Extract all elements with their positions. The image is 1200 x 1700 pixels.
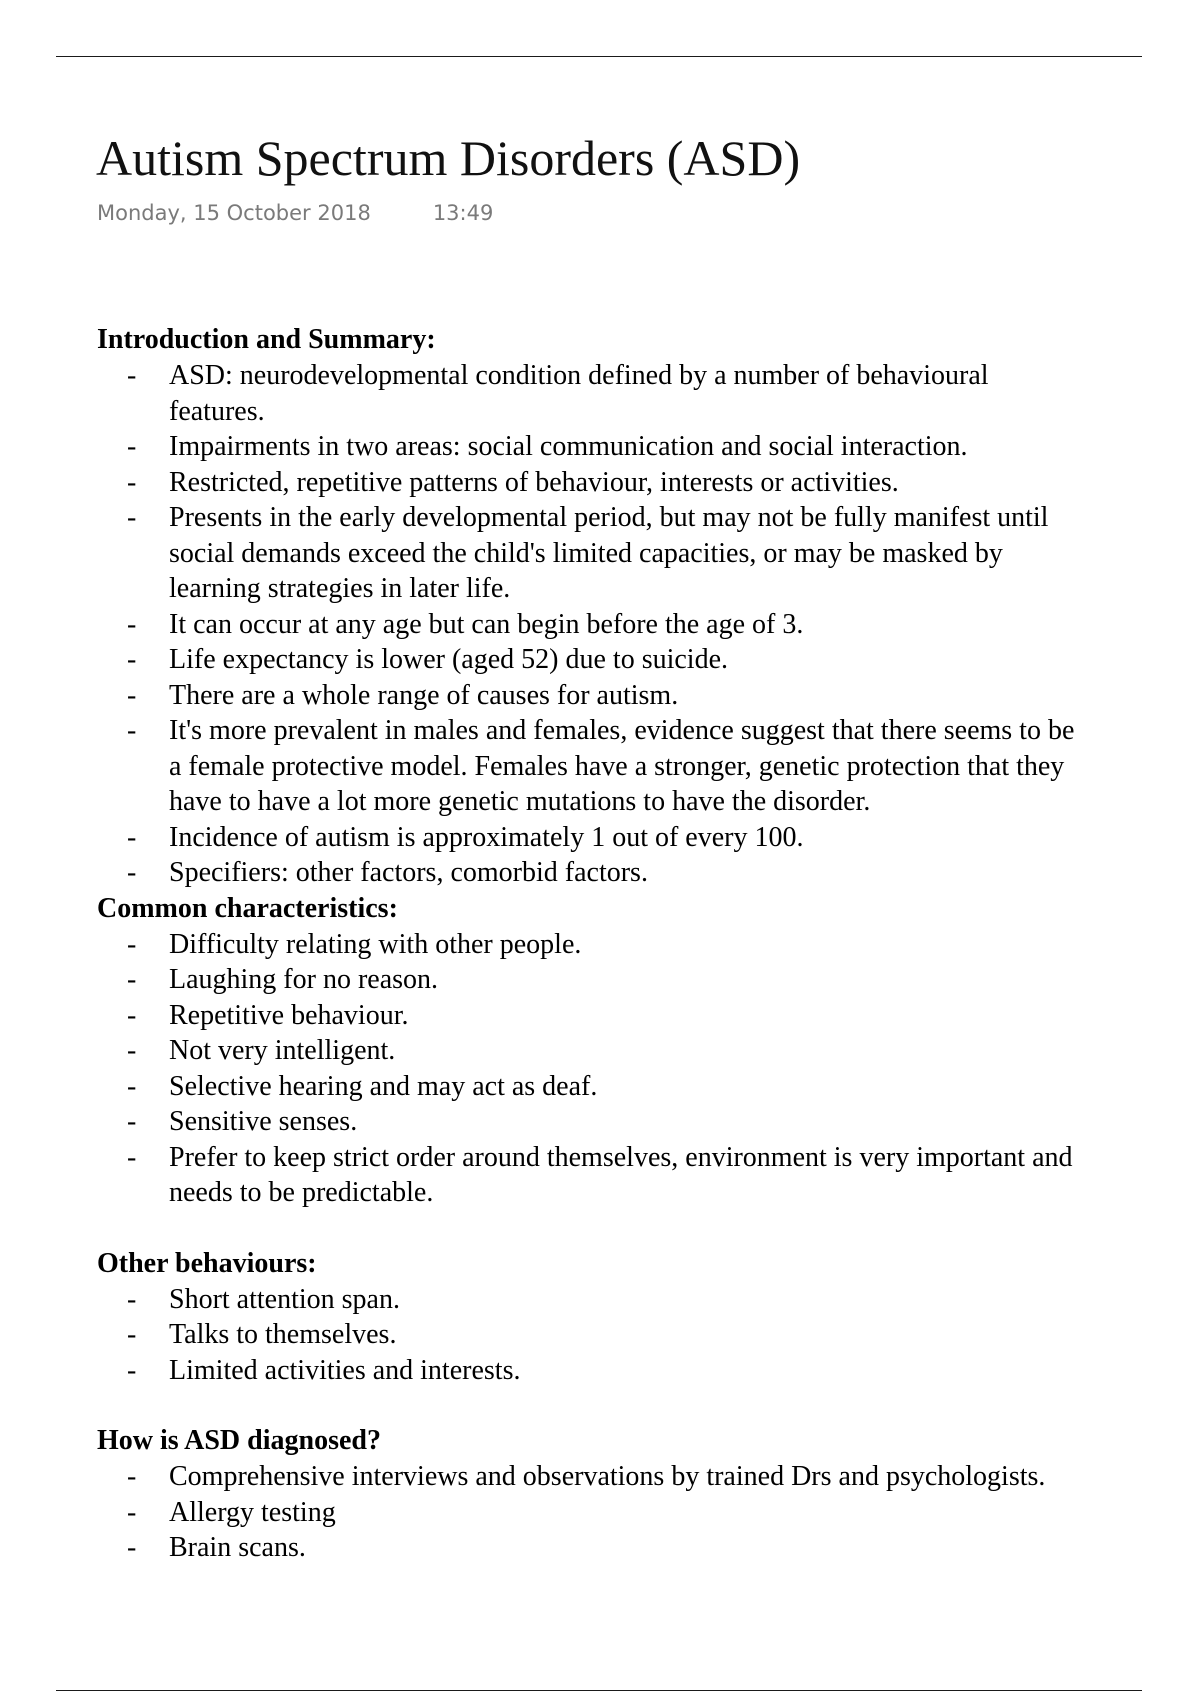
list-item-text: a female protective model. Females have a stronger, genetic protection that they <box>169 750 1065 782</box>
dash-bullet-icon: - <box>127 857 137 888</box>
list-item-text: Restricted, repetitive patterns of behaviour, interests or activities. <box>169 466 899 498</box>
page-time: 13:49 <box>432 201 494 225</box>
list-item <box>97 1104 1200 1140</box>
list-item <box>97 678 1200 714</box>
list-item-text: Selective hearing and may act as deaf. <box>169 1070 598 1102</box>
dash-bullet-icon: - <box>127 1319 137 1350</box>
section-spacer <box>97 1211 1200 1246</box>
dash-bullet-icon: - <box>127 431 137 462</box>
page-metadata <box>97 200 493 226</box>
dash-bullet-icon: - <box>127 821 137 853</box>
list-item <box>97 1530 1200 1566</box>
list-item-text: learning strategies in later life. <box>169 573 511 604</box>
list-item <box>97 607 1200 643</box>
list-item-text: It's more prevalent in males and females, evidence suggest that there seems to be <box>169 715 1075 746</box>
bullet-list <box>97 358 1200 891</box>
dash-bullet-icon: - <box>127 999 137 1031</box>
list-item-text: Incidence of autism is approximately 1 out of every 100. <box>169 821 804 853</box>
list-item <box>97 962 1200 998</box>
list-item-text: Difficulty relating with other people. <box>169 928 582 960</box>
list-item <box>97 998 1200 1034</box>
dash-bullet-icon: - <box>127 360 137 391</box>
dash-bullet-icon: - <box>127 679 137 711</box>
list-item-text: There are a whole range of causes for autism. <box>169 679 679 711</box>
list-item <box>97 429 1200 465</box>
list-item-text: Sensitive senses. <box>169 1106 358 1137</box>
page-date: Monday, 15 October 2018 <box>97 201 371 225</box>
dash-bullet-icon: - <box>127 1035 137 1066</box>
dash-bullet-icon: - <box>127 1070 137 1102</box>
list-item-text: Life expectancy is lower (aged 52) due to suicide. <box>169 644 729 675</box>
list-item-text: Not very intelligent. <box>169 1035 396 1066</box>
list-item-text: Comprehensive interviews and observations by trained Drs and psychologists. <box>169 1461 1046 1492</box>
list-item-text: Talks to themselves. <box>169 1319 397 1350</box>
list-item <box>97 1282 1200 1318</box>
list-item-text: features. <box>169 395 265 427</box>
dash-bullet-icon: - <box>127 1461 137 1492</box>
list-item-text: Limited activities and interests. <box>169 1354 521 1386</box>
list-item-text: have to have a lot more genetic mutations to have the disorder. <box>169 786 871 817</box>
section-heading: How is ASD diagnosed? <box>97 1425 381 1456</box>
dash-bullet-icon: - <box>127 644 137 675</box>
dash-bullet-icon: - <box>127 1496 137 1528</box>
list-item <box>97 1033 1200 1069</box>
dash-bullet-icon: - <box>127 1141 137 1173</box>
list-item-text: social demands exceed the child's limited capacities, or may be masked by <box>169 537 1003 569</box>
dash-bullet-icon: - <box>127 1283 137 1315</box>
list-item-text: Short attention span. <box>169 1283 400 1315</box>
list-item <box>97 500 1200 607</box>
dash-bullet-icon: - <box>127 715 137 746</box>
list-item-text: Prefer to keep strict order around themselves, environment is very important and <box>169 1141 1073 1173</box>
list-item <box>97 642 1200 678</box>
bullet-list <box>97 927 1200 1211</box>
note-section <box>97 322 1200 891</box>
dash-bullet-icon: - <box>127 1354 137 1386</box>
list-item-text: needs to be predictable. <box>169 1177 434 1208</box>
list-item-text: ASD: neurodevelopmental condition defined by a number of behavioural <box>169 360 989 391</box>
list-item <box>97 1459 1200 1495</box>
list-item <box>97 1140 1200 1211</box>
list-item <box>97 713 1200 820</box>
list-item-text: Specifiers: other factors, comorbid factors. <box>169 857 648 888</box>
dash-bullet-icon: - <box>127 964 137 995</box>
list-item-text: Presents in the early developmental period, but may not be fully manifest until <box>169 502 1049 533</box>
note-section <box>97 1423 1200 1566</box>
list-item-text: Laughing for no reason. <box>169 964 439 995</box>
list-item-text: It can occur at any age but can begin before the age of 3. <box>169 608 804 640</box>
bullet-list <box>97 1459 1200 1566</box>
list-item <box>97 1069 1200 1105</box>
list-item <box>97 927 1200 963</box>
section-spacer <box>97 1388 1200 1423</box>
list-item-text: Repetitive behaviour. <box>169 999 409 1031</box>
bullet-list <box>97 1282 1200 1389</box>
note-body <box>97 322 1200 1566</box>
list-item <box>97 855 1200 891</box>
dash-bullet-icon: - <box>127 502 137 533</box>
top-divider <box>56 56 1142 57</box>
list-item-text: Impairments in two areas: social communication and social interaction. <box>169 431 968 462</box>
section-heading: Introduction and Summary: <box>97 324 436 355</box>
list-item-text: Allergy testing <box>169 1496 336 1528</box>
list-item <box>97 820 1200 856</box>
note-section <box>97 891 1200 1211</box>
list-item <box>97 465 1200 501</box>
dash-bullet-icon: - <box>127 928 137 960</box>
page-title: Autism Spectrum Disorders (ASD) <box>96 130 801 186</box>
list-item <box>97 1317 1200 1353</box>
list-item <box>97 1495 1200 1531</box>
note-section <box>97 1246 1200 1389</box>
list-item <box>97 1353 1200 1389</box>
bottom-divider <box>56 1690 1142 1691</box>
dash-bullet-icon: - <box>127 608 137 640</box>
dash-bullet-icon: - <box>127 466 137 498</box>
dash-bullet-icon: - <box>127 1106 137 1137</box>
dash-bullet-icon: - <box>127 1532 137 1563</box>
list-item <box>97 358 1200 429</box>
section-heading: Common characteristics: <box>97 892 398 924</box>
list-item-text: Brain scans. <box>169 1532 306 1563</box>
section-heading: Other behaviours: <box>97 1247 317 1279</box>
